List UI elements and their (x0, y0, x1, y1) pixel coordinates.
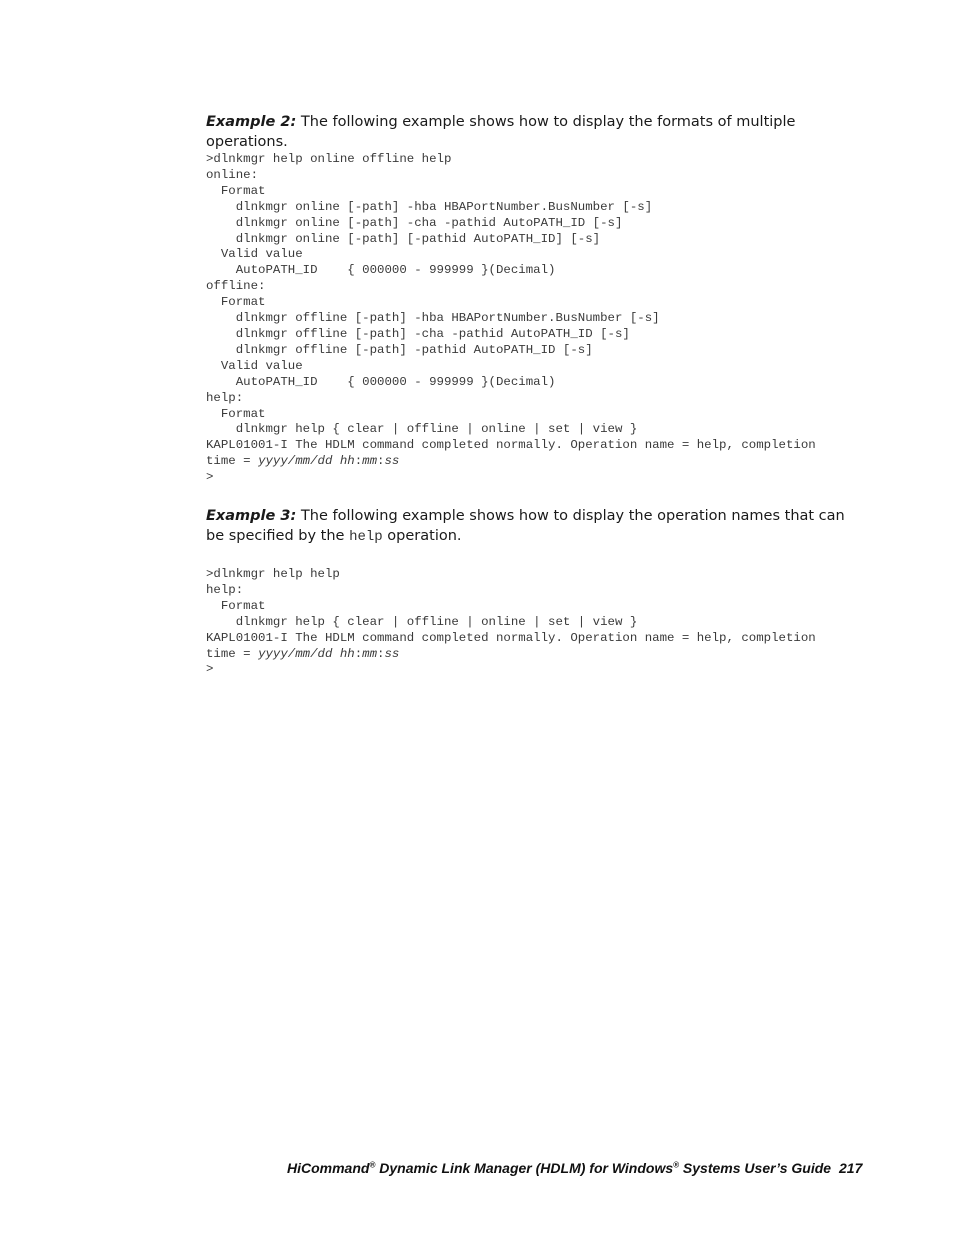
example-2-code-block (206, 152, 816, 486)
code-line: dlnkmgr help { clear | offline | online | set | view } (206, 614, 638, 629)
code-line: help: (206, 582, 244, 597)
completion-time-line (206, 454, 399, 468)
example-3-code-block (206, 567, 816, 678)
example-3-text-end: operation. (382, 528, 462, 544)
code-line: >dlnkmgr help help (206, 567, 340, 581)
time-hour-placeholder: hh (339, 454, 355, 469)
code-line: dlnkmgr offline [-path] -pathid AutoPATH_ID [-s] (206, 342, 593, 357)
footer-book-title (287, 1160, 831, 1176)
command-prompt: > (206, 662, 214, 677)
code-line: Valid value (206, 247, 303, 262)
code-line: AutoPATH_ID { 000000 - 999999 }(Decimal) (206, 263, 556, 278)
example-3-label: Example 3: (206, 508, 297, 524)
code-line: KAPL01001-I The HDLM command completed normally. Operation name = help, completion (206, 630, 816, 645)
page-number: 217 (839, 1160, 863, 1176)
time-second-placeholder: ss (384, 454, 400, 469)
time-minute-placeholder: mm (362, 454, 378, 469)
example-2-paragraph (206, 112, 866, 152)
code-line: dlnkmgr help { clear | offline | online | set | view } (206, 422, 638, 437)
code-line: AutoPATH_ID { 000000 - 999999 }(Decimal) (206, 374, 556, 389)
time-minute-placeholder: mm (362, 646, 378, 661)
footer-title-part: HiCommand (287, 1160, 370, 1176)
footer-title-part: Systems User’s Guide (679, 1160, 832, 1176)
time-space (332, 454, 339, 468)
code-line: dlnkmgr online [-path] [-pathid AutoPATH_ID] [-s] (206, 231, 601, 246)
code-line: online: (206, 167, 259, 182)
code-line: >dlnkmgr help online offline help (206, 152, 452, 166)
example-2-label: Example 2: (206, 114, 297, 130)
time-colon: : (354, 454, 363, 469)
registered-mark: ® (369, 1160, 376, 1170)
code-line: Format (206, 406, 266, 421)
completion-time-line (206, 647, 399, 661)
example-3-paragraph (206, 506, 866, 547)
time-colon: : (377, 454, 385, 469)
time-date-placeholder: yyyy/mm/dd (258, 646, 333, 661)
registered-mark: ® (673, 1160, 680, 1170)
example-3-text: The following example shows how to display the operation names that can be specified by the (206, 508, 845, 544)
time-space (332, 647, 339, 661)
time-hour-placeholder: hh (339, 646, 355, 661)
code-line: help: (206, 390, 244, 405)
code-line: dlnkmgr online [-path] -cha -pathid AutoPATH_ID [-s] (206, 215, 623, 230)
time-colon: : (354, 646, 363, 661)
command-prompt: > (206, 470, 214, 485)
code-line: dlnkmgr offline [-path] -cha -pathid AutoPATH_ID [-s] (206, 326, 630, 341)
code-line: dlnkmgr online [-path] -hba HBAPortNumber.BusNumber [-s] (206, 199, 653, 214)
time-second-placeholder: ss (384, 646, 400, 661)
time-prefix: time = (206, 646, 259, 661)
code-line: dlnkmgr offline [-path] -hba HBAPortNumber.BusNumber [-s] (206, 311, 660, 326)
footer-title-part: Dynamic Link Manager (HDLM) for Windows (375, 1160, 674, 1176)
time-prefix: time = (206, 454, 259, 469)
code-line: Format (206, 295, 266, 310)
code-line: KAPL01001-I The HDLM command completed normally. Operation name = help, completion (206, 438, 816, 453)
code-line: offline: (206, 279, 266, 294)
example-2-text: The following example shows how to display the formats of multiple operations. (206, 114, 796, 150)
code-line: Format (206, 183, 266, 198)
inline-code-help: help (349, 529, 383, 545)
time-colon: : (377, 646, 385, 661)
code-line: Format (206, 598, 266, 613)
time-date-placeholder: yyyy/mm/dd (258, 454, 333, 469)
code-line: Valid value (206, 358, 303, 373)
